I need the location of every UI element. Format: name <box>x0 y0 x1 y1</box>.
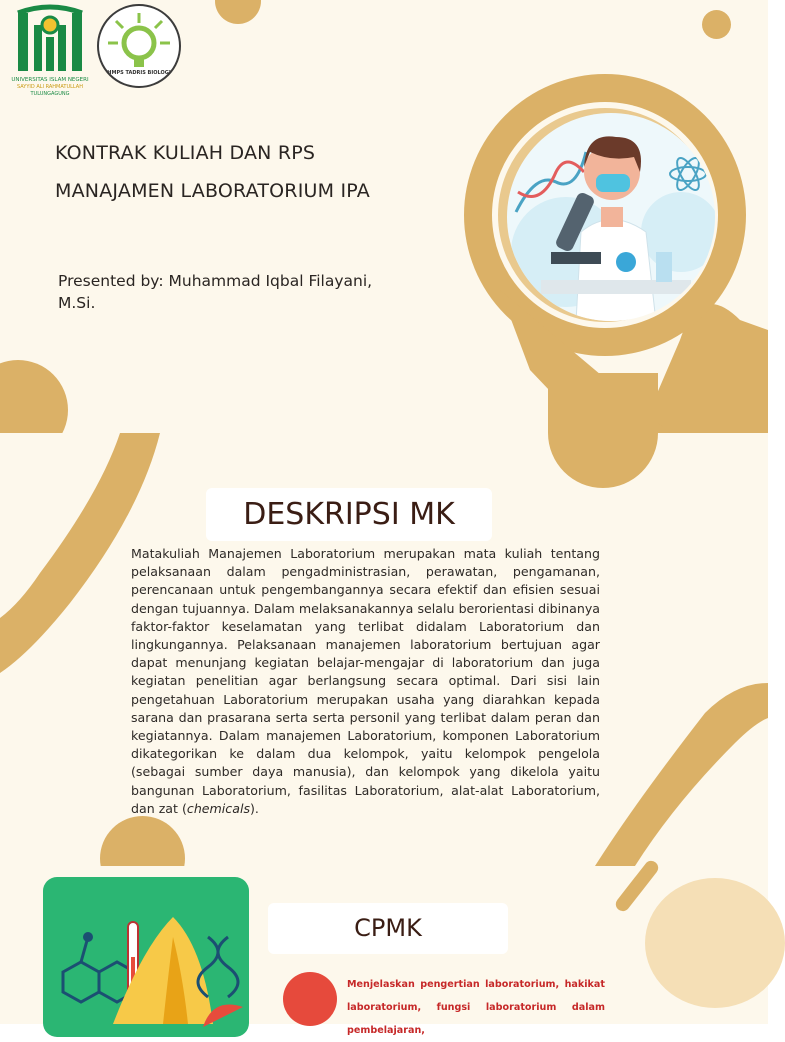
svg-text:TULUNGAGUNG: TULUNGAGUNG <box>30 91 70 97</box>
slide-title <box>0 0 768 433</box>
decor-gold-right <box>595 683 768 866</box>
science-card-illustration <box>43 877 249 1024</box>
scientist-illustration <box>506 112 716 322</box>
description-text: Matakuliah Manajemen Laboratorium merupakan mata kuliah tentang pelaksanaan dalam pengadministrasian, perawatan, pengamanan, perencanaan untuk pengembangannya secara efektif dan efisien sesuai dengan tujuannya. Dalam melaksanakannya selalu berorientasi dibinanya faktor-faktor keselamatan yang terlibat didalam Laboratorium dan lingkungannya. Pelaksanaan manajemen laboratorium bertujuan agar dapat menunjang kegiatan belajar-mengajar di laboratorium dan juga kegiatan penelitian agar berlangsung secara optimal. Dari sisi lain pengetahuan Laboratorium merupakan usaha yang diarahkan kepada sarana dan prasarana serta serta personil yang terlibat dalam peran dan kegiatannya. Dalam manajemen Laboratorium, komponen Laboratorium dikategorikan ke dalam dua kelompok, yaitu kelompok pengelola (sebagai sumber daya manusia), dan kelompok yang dikelola yaitu bangunan Laboratorium, fasilitas Laboratorium, alat-alat Laboratorium, dan zat (chemicals). <box>131 546 600 816</box>
section-heading: DESKRIPSI MK <box>206 488 492 541</box>
decor-circle-cream <box>645 878 785 1008</box>
decor-circle-top <box>215 0 261 24</box>
university-logo <box>10 5 90 97</box>
title-line-1: KONTRAK KULIAH DAN RPS <box>55 142 316 164</box>
slide-deskripsi <box>0 433 768 866</box>
svg-text:UNIVERSITAS ISLAM NEGERI: UNIVERSITAS ISLAM NEGERI <box>11 77 89 83</box>
decor-gold-bar <box>613 858 661 914</box>
presenter-text: Presented by: Muhammad Iqbal Filayani, M.Si. <box>58 272 373 312</box>
slide-cpmk <box>0 866 768 1036</box>
decor-circle-small <box>702 10 731 39</box>
cpmk-item-1: Menjelaskan pengertian laboratorium, hakikat laboratorium, fungsi laboratorium dalam pembelajaran, <box>347 979 605 1036</box>
hmps-logo <box>96 3 182 89</box>
section-heading: CPMK <box>268 903 508 954</box>
bullet-dot <box>283 972 337 1026</box>
svg-text:HMPS TADRIS BIOLOGI: HMPS TADRIS BIOLOGI <box>107 70 171 76</box>
decor-half-circle-top-right <box>548 373 658 488</box>
svg-text:SAYYID ALI RAHMATULLAH: SAYYID ALI RAHMATULLAH <box>17 84 83 90</box>
title-line-2: MANAJAMEN LABORATORIUM IPA <box>55 180 370 202</box>
